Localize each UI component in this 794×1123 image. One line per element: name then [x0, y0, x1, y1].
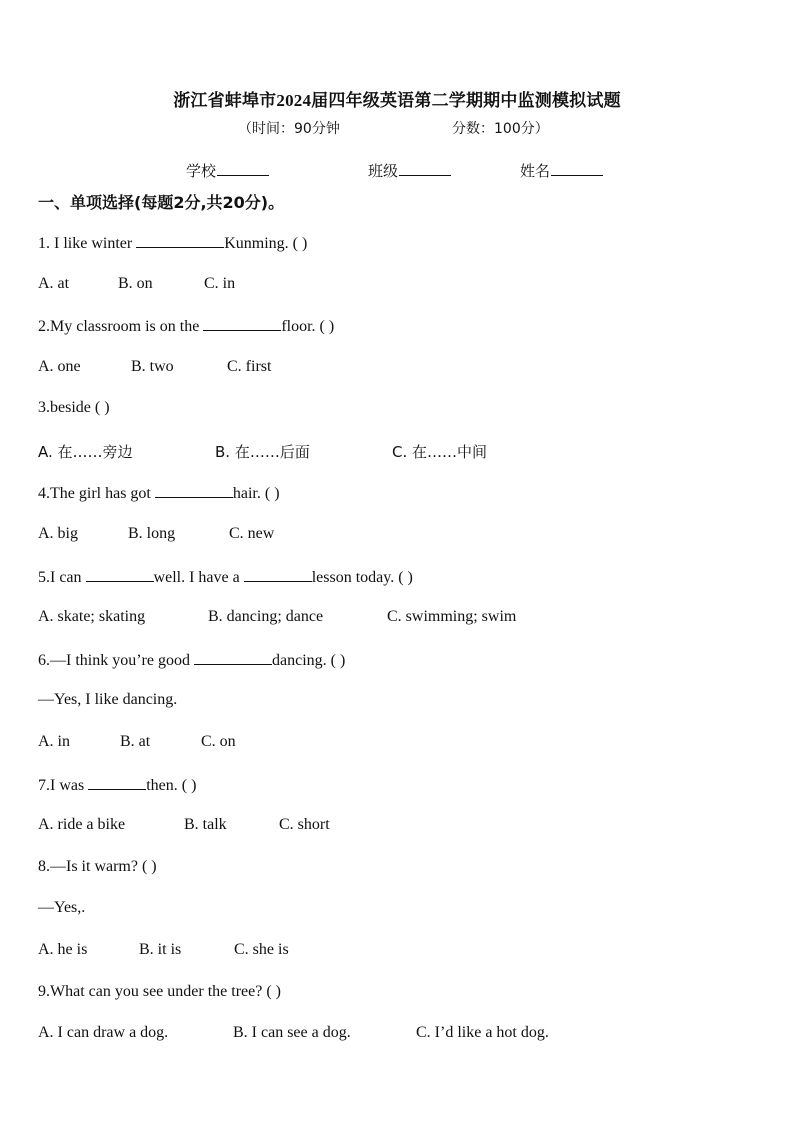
dialog-answer-6: —Yes, I like dancing. [38, 691, 178, 708]
name-label: 姓名 [520, 162, 551, 180]
options-7 [38, 816, 330, 834]
option-b[interactable]: B. long [128, 525, 176, 542]
name-field [520, 160, 603, 181]
option-c[interactable]: C. in [204, 275, 236, 292]
question-7 [38, 775, 196, 795]
question-text: 8.—Is it warm? ( ) [38, 858, 157, 875]
section-title: 一、单项选择(每题2分,共20分)。 [38, 193, 285, 212]
question-2 [38, 316, 334, 336]
page-title: 浙江省蚌埠市2024届四年级英语第二学期期中监测模拟试题 [173, 91, 621, 110]
question-text: 3.beside ( ) [38, 399, 110, 416]
question-text: 7.I was [38, 777, 89, 794]
question-text: 5.I can [38, 569, 86, 586]
options-3 [38, 441, 487, 462]
question-text-end: lesson today. ( ) [311, 569, 413, 586]
option-b[interactable]: B. I can see a dog. [233, 1024, 351, 1041]
option-a[interactable]: A. one [38, 358, 81, 375]
question-text: 9.What can you see under the tree? ( ) [38, 983, 281, 1000]
option-b[interactable]: B. it is [139, 941, 182, 958]
question-text: 6.—I think you’re good [38, 652, 194, 669]
question-text-mid: well. I have a [153, 569, 244, 586]
question-text-end: hair. ( ) [232, 485, 280, 502]
question-9 [38, 983, 281, 1001]
option-b[interactable]: B. talk [184, 816, 227, 833]
exam-time: （时间：90分钟 [238, 121, 340, 137]
option-a[interactable]: A. at [38, 275, 70, 292]
options-2 [38, 358, 271, 376]
options-9 [38, 1024, 549, 1042]
exam-score: 分数：100分） [452, 121, 549, 137]
options-5 [38, 608, 516, 626]
question-4 [38, 483, 280, 503]
option-b[interactable]: B. dancing; dance [208, 608, 324, 625]
answer-blank-2[interactable] [244, 567, 312, 582]
option-c[interactable]: C. new [229, 525, 275, 542]
question-5 [38, 567, 413, 587]
option-c[interactable]: C. she is [234, 941, 289, 958]
answer-blank[interactable] [136, 233, 224, 248]
question-1 [38, 233, 307, 253]
question-3 [38, 399, 110, 417]
option-a[interactable]: A. ride a bike [38, 816, 126, 833]
option-c[interactable]: C. on [201, 733, 236, 750]
option-a[interactable]: A. skate; skating [38, 608, 146, 625]
option-b[interactable]: B. at [120, 733, 151, 750]
class-label: 班级 [368, 162, 399, 180]
question-6 [38, 650, 345, 670]
school-blank[interactable] [217, 161, 269, 176]
option-c[interactable]: C. swimming; swim [387, 608, 517, 625]
option-a[interactable]: A. I can draw a dog. [38, 1024, 169, 1041]
school-label: 学校 [186, 162, 217, 180]
option-a[interactable]: A. in [38, 733, 70, 750]
question-text: 2.My classroom is on the [38, 318, 204, 335]
answer-blank[interactable] [155, 483, 233, 498]
option-b[interactable]: B. 在……后面 [215, 443, 310, 461]
option-b[interactable]: B. on [118, 275, 153, 292]
options-1 [38, 275, 235, 293]
answer-blank[interactable] [194, 650, 272, 665]
question-8 [38, 858, 157, 876]
name-blank[interactable] [551, 161, 603, 176]
question-text-end: Kunming. ( ) [224, 235, 308, 252]
options-4 [38, 525, 274, 543]
option-b[interactable]: B. two [131, 358, 174, 375]
option-a[interactable]: A. 在……旁边 [38, 443, 133, 461]
question-text: 1. I like winter [38, 235, 137, 252]
answer-blank[interactable] [203, 316, 281, 331]
answer-blank-1[interactable] [86, 567, 154, 582]
dialog-answer-8: —Yes,. [38, 899, 86, 916]
option-a[interactable]: A. he is [38, 941, 88, 958]
options-6 [38, 733, 236, 751]
school-field [186, 160, 269, 181]
answer-blank[interactable] [88, 775, 146, 790]
class-blank[interactable] [399, 161, 451, 176]
options-8 [38, 941, 289, 959]
option-c[interactable]: C. I’d like a hot dog. [416, 1024, 549, 1041]
question-text-end: floor. ( ) [281, 318, 335, 335]
question-text-end: then. ( ) [146, 777, 197, 794]
option-a[interactable]: A. big [38, 525, 78, 542]
option-c[interactable]: C. first [227, 358, 272, 375]
question-text-end: dancing. ( ) [271, 652, 346, 669]
question-text: 4.The girl has got [38, 485, 155, 502]
class-field [368, 160, 451, 181]
option-c[interactable]: C. 在……中间 [392, 443, 488, 461]
option-c[interactable]: C. short [279, 816, 330, 833]
